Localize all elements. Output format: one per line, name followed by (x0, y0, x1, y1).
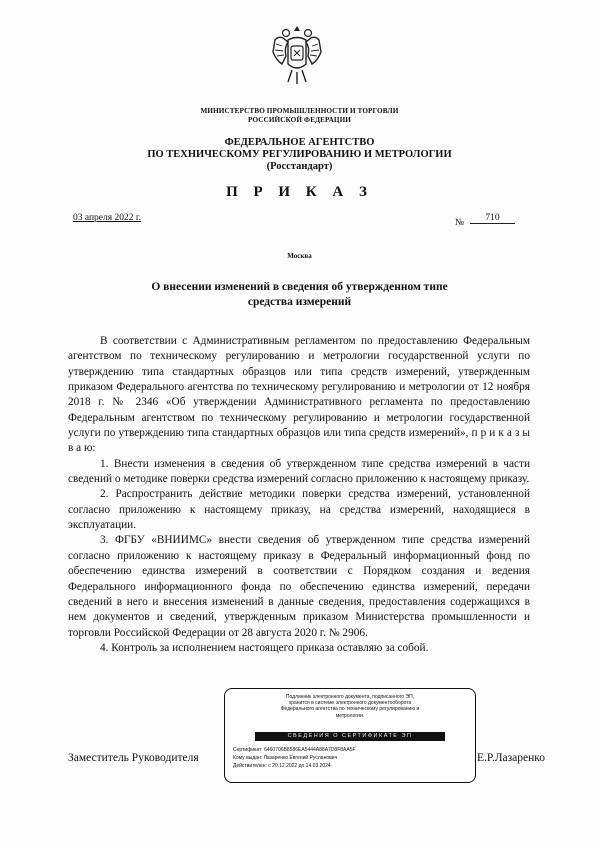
ministry-name (0, 107, 599, 125)
stamp-validity: Действителен: с 20.12.2022 до 14.03.2024 (233, 762, 331, 769)
subject-line-1: О внесении изменений в сведения об утвержденном типе (151, 281, 448, 293)
order-number: 710 (470, 213, 515, 224)
stamp-line-1: Подлинник электронного документа, подписанного ЭП, (285, 694, 415, 700)
stamp-owner: Кому выдан: Лазаренко Евгений Русланович (233, 754, 338, 761)
subject-line-2: средства измерений (247, 296, 352, 308)
stamp-line-3: Федерального агентства по техническому регулированию и (280, 706, 420, 713)
number-sign: № (455, 218, 465, 228)
signatory-position: Заместитель Руководителя (68, 752, 199, 764)
agency-line-3: (Росстандарт) (266, 161, 333, 172)
paragraph-item-3: 3. ФГБУ «ВНИИМС» внести сведения об утвержденном типе средства измерений согласно приложению к настоящему приказу в Федеральный информационный фонд по обеспечению единства измерений в соответствии с Порядком создания и ведения Федерального информационного фонда по обеспечению единства измерений, передачи сведений в него и внесения изменений в данные сведения, предоставления содержащихся в нем документов и сведений, утвержденным приказом Министерства промышленности и торговли Российской Федерации от 28 августа 2020 г. № 2906. (68, 534, 530, 639)
ministry-line-1: МИНИСТЕРСТВО ПРОМЫШЛЕННОСТИ И ТОРГОВЛИ (200, 107, 399, 115)
paragraph-preamble: В соответствии с Административным регламентом по предоставлению Федеральным агентством по техническому регулированию и метрологии государственной услуги по утверждению типа стандартных образцов или типа средств измерений, утвержденным приказом Федерального агентства по техническому регулированию и метрологии от 12 ноября 2018 г. № 2346 «Об утверждении Административного регламента по предоставлению Федеральным агентством по техническому регулированию и метрологии государственной услуги по утверждению типа стандартных образцов или типа средств измерений», п р и к а з ы в а ю: (68, 335, 530, 455)
paragraph-item-1: 1. Внести изменения в сведения об утвержденном типе средства измерений в части сведений о методике поверки средства измерений согласно приложению к настоящему приказу. (68, 457, 530, 486)
stamp-certificate: Сертификат: 6460706B8586EA5444A88A7D8F8AA5F (233, 747, 356, 753)
stamp-line-2: хранится в системе электронного документооборота (288, 700, 412, 707)
stamp-certificate-band: СВЕДЕНИЯ О СЕРТИФИКАТЕ ЭП (255, 732, 445, 741)
ministry-line-2: РОССИЙСКОЙ ФЕДЕРАЦИИ (248, 116, 351, 124)
electronic-signature-stamp (224, 688, 476, 783)
agency-line-1: ФЕДЕРАЛЬНОЕ АГЕНТСТВО (224, 137, 375, 148)
order-body (68, 334, 530, 656)
stamp-header (231, 694, 469, 719)
city: Москва (287, 252, 312, 260)
stamp-line-4: метрологии. (335, 712, 365, 719)
order-subject (0, 280, 599, 310)
stamp-certificate-details (233, 747, 469, 770)
order-date: 03 апреля 2022 г. (73, 213, 142, 223)
coat-of-arms-icon (270, 22, 324, 88)
signatory-name: Е.Р.Лазаренко (477, 752, 546, 764)
paragraph-item-2: 2. Распространить действие методики поверки средства измерений, установленной согласно приложению к настоящему приказу, на средства измерений, находящиеся в эксплуатации. (68, 488, 530, 532)
agency-name (0, 137, 599, 173)
paragraph-item-4: 4. Контроль за исполнением настоящего приказа оставляю за собой. (100, 641, 429, 654)
agency-line-2: ПО ТЕХНИЧЕСКОМУ РЕГУЛИРОВАНИЮ И МЕТРОЛОГИИ (147, 149, 452, 160)
document-type-title: П Р И К А З (226, 184, 373, 200)
